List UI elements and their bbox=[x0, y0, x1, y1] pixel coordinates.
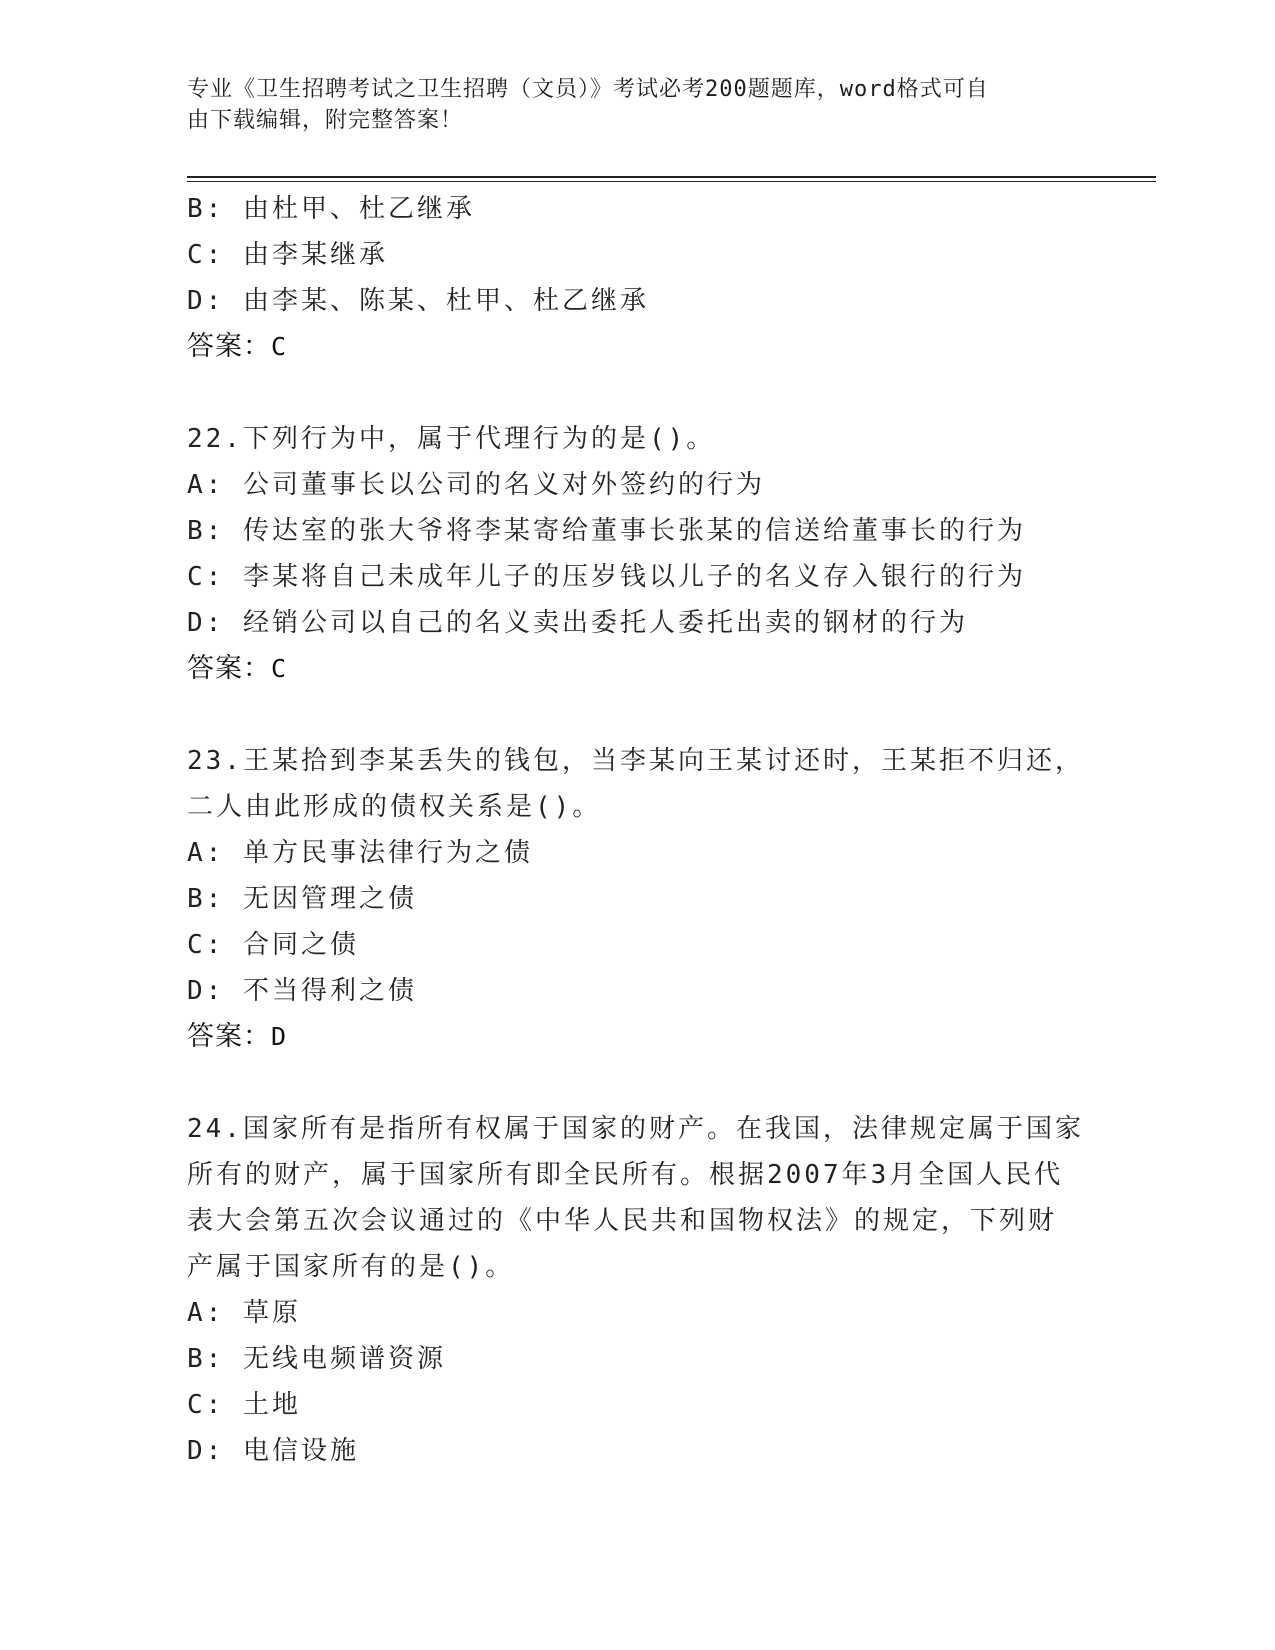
header-divider-thin bbox=[187, 181, 1156, 182]
option-a: A: 单方民事法律行为之债 bbox=[187, 838, 533, 868]
option-a: A: 公司董事长以公司的名义对外签约的行为 bbox=[187, 470, 765, 500]
question-stem-line-3: 表大会第五次会议通过的《中华人民共和国物权法》的规定，下列财 bbox=[187, 1206, 1058, 1236]
option-c: C: 由李某继承 bbox=[187, 240, 388, 270]
header-divider-thick bbox=[187, 176, 1156, 178]
answer-line bbox=[187, 646, 1087, 692]
question-23 bbox=[187, 738, 1087, 1060]
spacer bbox=[187, 1060, 1087, 1106]
option-c: C: 合同之债 bbox=[187, 930, 359, 960]
question-stem-line-4: 产属于国家所有的是()。 bbox=[187, 1252, 515, 1282]
answer-value: C bbox=[271, 332, 288, 361]
option-a: A: 草原 bbox=[187, 1298, 301, 1328]
question-stem-line-1: 24.国家所有是指所有权属于国家的财产。在我国，法律规定属于国家 bbox=[187, 1114, 1084, 1144]
document-header bbox=[187, 74, 1087, 136]
header-line-1: 专业《卫生招聘考试之卫生招聘（文员）》考试必考200题题库，word格式可自 bbox=[187, 77, 989, 102]
option-c: C: 土地 bbox=[187, 1390, 301, 1420]
spacer bbox=[187, 692, 1087, 738]
question-stem: 22.下列行为中，属于代理行为的是()。 bbox=[187, 424, 716, 454]
option-b: B: 由杜甲、杜乙继承 bbox=[187, 194, 475, 224]
option-b: B: 无因管理之债 bbox=[187, 884, 417, 914]
option-b: B: 传达室的张大爷将李某寄给董事长张某的信送给董事长的行为 bbox=[187, 516, 1026, 546]
answer-value: D bbox=[271, 1022, 288, 1051]
answer-label: 答案： bbox=[187, 1021, 271, 1052]
option-d: D: 电信设施 bbox=[187, 1436, 359, 1466]
option-d: D: 不当得利之债 bbox=[187, 976, 417, 1006]
question-list bbox=[187, 186, 1087, 1474]
question-stem-line-1: 23.王某拾到李某丢失的钱包，当李某向王某讨还时，王某拒不归还， bbox=[187, 746, 1084, 776]
answer-value: C bbox=[271, 654, 288, 683]
answer-label: 答案： bbox=[187, 331, 271, 362]
question-stem-line-2: 所有的财产，属于国家所有即全民所有。根据2007年3月全国人民代 bbox=[187, 1160, 1064, 1190]
answer-label: 答案： bbox=[187, 653, 271, 684]
answer-line bbox=[187, 1014, 1087, 1060]
answer-line bbox=[187, 324, 1087, 370]
question-21-tail bbox=[187, 186, 1087, 370]
question-22 bbox=[187, 416, 1087, 692]
question-stem-line-2: 二人由此形成的债权关系是()。 bbox=[187, 792, 602, 822]
option-d: D: 由李某、陈某、杜甲、杜乙继承 bbox=[187, 286, 649, 316]
option-b: B: 无线电频谱资源 bbox=[187, 1344, 446, 1374]
header-line-2: 由下载编辑，附完整答案！ bbox=[187, 108, 464, 133]
option-c: C: 李某将自己未成年儿子的压岁钱以儿子的名义存入银行的行为 bbox=[187, 562, 1026, 592]
option-d: D: 经销公司以自己的名义卖出委托人委托出卖的钢材的行为 bbox=[187, 608, 968, 638]
question-24 bbox=[187, 1106, 1087, 1474]
spacer bbox=[187, 370, 1087, 416]
